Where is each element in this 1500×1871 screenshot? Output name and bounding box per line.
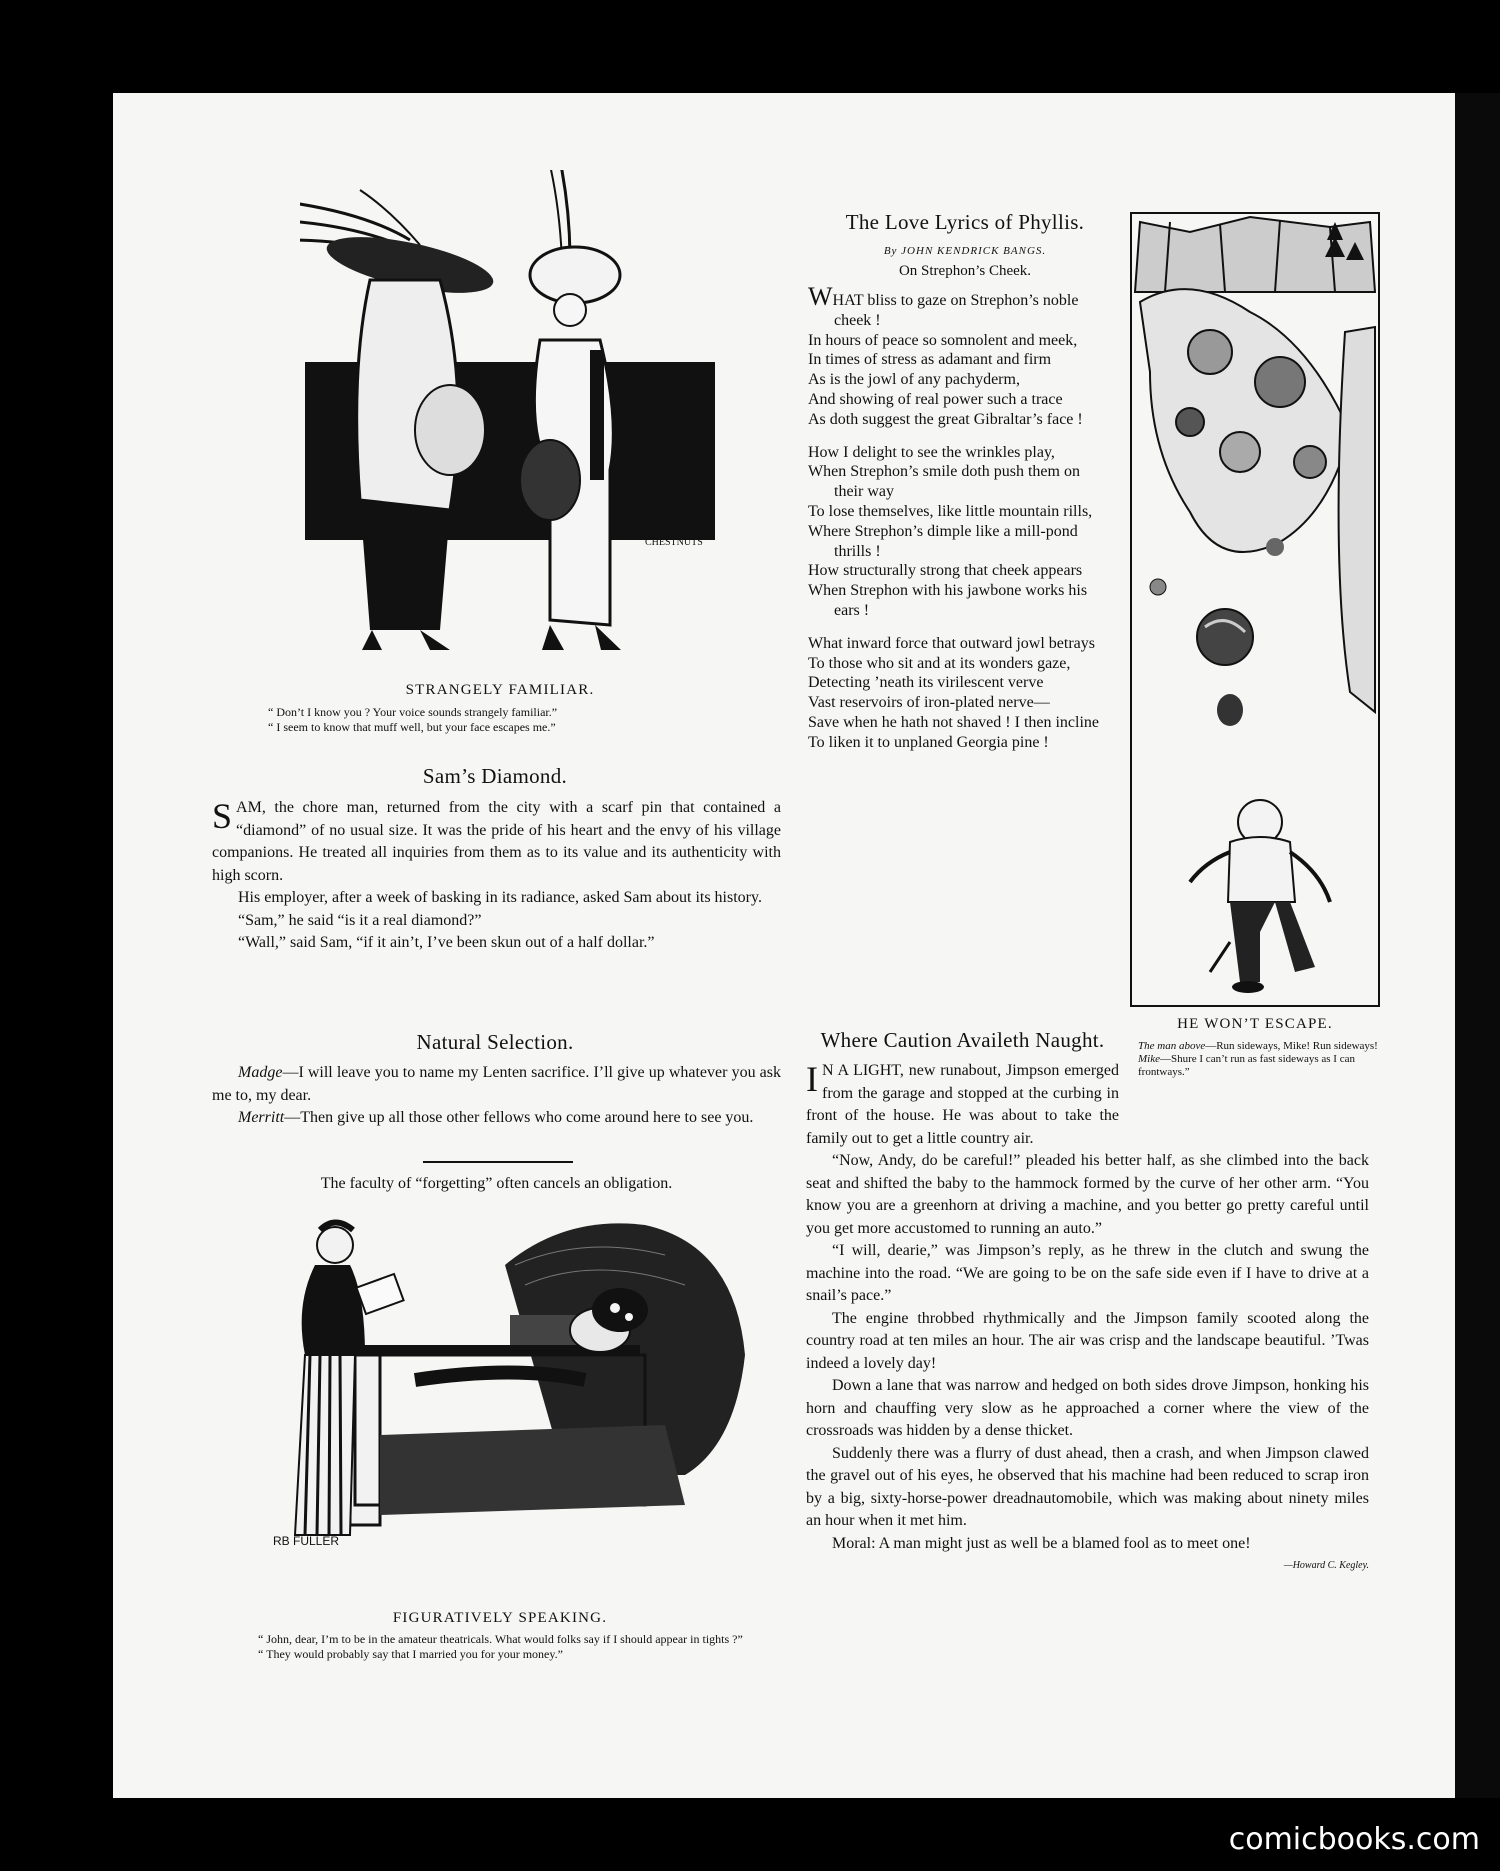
poem-line: When Strephon’s smile doth push them on their way [808,463,1080,501]
poem-line: In times of stress as adamant and firm [808,351,1052,369]
poem-line: To those who sit and at its wonders gaze, [808,654,1071,672]
caption3-line-2: —Shure I can’t run as fast sideways as I can frontways.” [1138,1053,1355,1078]
divider-rule [423,1161,573,1163]
speaker-mike: Mike [1138,1053,1160,1065]
illustration-he-wont-escape [1130,212,1380,1007]
caption-dialogue [258,1632,758,1662]
poem-line: And showing of real power such a trace [808,390,1063,408]
illustration-strangely-familiar [300,170,740,670]
sams-p2: His employer, after a week of basking in its radiance, asked Sam about its history. [238,889,762,906]
sams-p1: AM, the chore man, returned from the city with a scarf pin that contained a “diamond” of no usual size. It was the pride of his heart and the envy of his village companions. He treated all inquiries from them as to its value and its authenticity with high scorn. [212,799,781,884]
poem-stanza-1 [808,282,1110,430]
poem-body [808,282,1110,766]
poem-line: When Strephon with his jawbone works his ears ! [808,582,1088,619]
poem-line: In hours of peace so somnolent and meek, [808,331,1078,349]
article-natural-selection [212,1062,781,1130]
caution-p1: N A LIGHT, new runabout, Jimpson emerged from the garage and stopped at the curbing in front of the house. He was about to take the family out to get a little country air. [806,1062,1119,1147]
caution-p3: “I will, dearie,” was Jimpson’s reply, as he threw in the clutch and swung the machine into the road. “We are going to be on the safe side even if I have to drive at a snail’s pace.” [806,1242,1369,1304]
poem-stanza-3 [808,634,1110,753]
caption-figuratively-speaking: FIGURATIVELY SPEAKING. [392,1610,608,1626]
caution-p2: “Now, Andy, do be careful!” pleaded his better half, as she climbed into the back seat and shifted the baby to the hammock formed by the curve of her other arm. “You know you are a greenhorn at driving a machine, and you better go pretty careful until you get more accustomed to running an auto.” [806,1152,1369,1237]
caution-p6: Suddenly there was a flurry of dust ahead, then a crash, and when Jimpson clawed the gravel out of his eyes, he observed that his machine had been reduced to scrap iron by a big, sixty-horse-power dreadnautomobile, which was making about ninety miles an hour when it met him. [806,1444,1369,1529]
poem-line: Vast reservoirs of iron-plated nerve— [808,694,1050,712]
poem-line: What inward force that outward jowl betrays [808,634,1096,652]
caption-line [268,705,748,735]
dropcap-i: I [806,1059,818,1099]
illus2-signature: RB FULLER [273,1534,340,1548]
poem-line: Where Strephon’s dimple like a mill-pond thrills ! [808,522,1078,560]
poem-line: As is the jowl of any pachyderm, [808,371,1020,389]
caution-p4: The engine throbbed rhythmically and the Jimpson family scooted along the country road at ten miles an hour. The air was crisp and the landscape beautiful. ’Twas indeed a lovely day! [806,1309,1369,1372]
speaker-madge: Madge [238,1064,283,1081]
caption2-line-1: “ John, dear, I’m to be in the amateur theatricals. What would folks say if I should appear in tights ?” [258,1632,743,1646]
caution-p7: Moral: A man might just as well be a blamed fool as to meet one! [832,1534,1251,1552]
poem-line: How structurally strong that cheek appears [808,562,1083,580]
poem-line: Detecting ’neath its virilescent verve [808,674,1044,692]
caption3-line-1: —Run sideways, Mike! Run sideways! [1205,1040,1378,1052]
merritt-line: —Then give up all those other fellows who come around here to see you. [284,1109,754,1126]
illus1-signature: CHESTNUTS [645,537,703,548]
madge-line: —I will leave you to name my Lenten sacrifice. I’ll give up whatever you ask me to, my dear. [212,1064,781,1104]
poem-line: How I delight to see the wrinkles play, [808,443,1055,461]
heading-where-caution: Where Caution Availeth Naught. [820,1028,1105,1052]
sams-p4: “Wall,” said Sam, “if it ain’t, I’ve been skun out of a half dollar.” [238,934,655,951]
next-page-edge [1455,93,1500,1798]
poem-line: To liken it to unplaned Georgia pine ! [808,733,1049,751]
caption-line-1: “ Don’t I know you ? Your voice sounds strangely familiar.” [268,705,558,719]
poem-line: HAT bliss to gaze on Strephon’s noble cheek ! [832,292,1079,329]
caption-line-2: “ I seem to know that muff well, but your face escapes me.” [268,720,556,734]
poem-line: To lose themselves, like little mountain rills, [808,502,1093,520]
caption2-line-2: “ They would probably say that I married you for your money.” [258,1647,563,1661]
caution-author: —Howard C. Kegley. [1283,1560,1369,1571]
site-watermark: comicbooks.com [1228,1822,1480,1857]
dropcap-w: W [808,282,833,311]
speaker-man-above: The man above [1138,1040,1206,1052]
caption-he-wont-escape: HE WON’T ESCAPE. [1177,1016,1333,1032]
poem-stanza-2 [808,443,1110,621]
illustration-figuratively-speaking [265,1205,765,1580]
heading-natural-selection: Natural Selection. [416,1030,574,1054]
poem-byline: By JOHN KENDRICK BANGS. [883,245,1047,257]
poem-line: As doth suggest the great Gibraltar’s face ! [808,410,1083,428]
article-where-caution [806,1060,1369,1578]
dropcap-s: S [212,796,233,836]
poem-subtitle: On Strephon’s Cheek. [898,263,1032,279]
poem-line: Save when he hath not shaved ! I then incline [808,713,1100,731]
heading-sams-diamond: Sam’s Diamond. [422,764,568,788]
article-sams-diamond [212,797,781,955]
caption-strangely-familiar: STRANGELY FAMILIAR. [405,682,595,698]
faculty-line: The faculty of “forgetting” often cancels an obligation. [320,1175,673,1192]
caution-p5: Down a lane that was narrow and hedged on both sides drove Jimpson, honking his horn and chauffing very slow as he approached a corner where the view of the crossroads was hidden by a dense thicket. [806,1377,1369,1439]
speaker-merritt: Merritt [238,1109,285,1126]
sams-p3: “Sam,” he said “is it a real diamond?” [238,911,482,929]
heading-love-lyrics: The Love Lyrics of Phyllis. [845,210,1085,234]
